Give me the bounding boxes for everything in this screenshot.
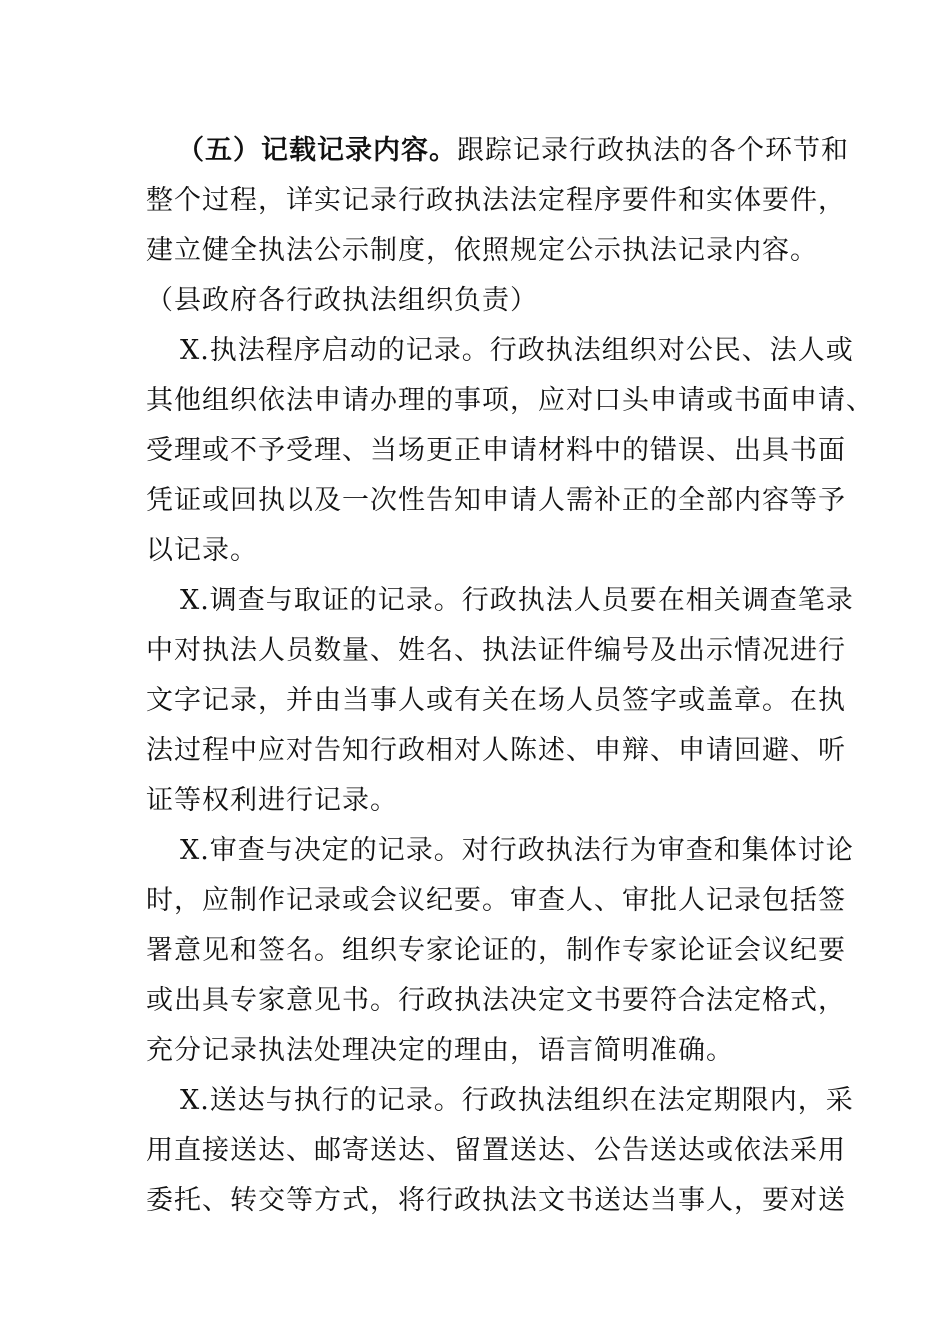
section-heading: （五）记载记录内容。 — [177, 135, 457, 166]
text-line: 充分记录执法处理决定的理由，语言简明准确。 — [146, 1035, 734, 1066]
text-line: 建立健全执法公示制度，依照规定公示执法记录内容。 — [146, 235, 818, 266]
item-start-line: X.送达与执行的记录。行政执法组织在法定期限内，采 — [180, 1085, 854, 1116]
text-line: 署意见和签名。组织专家论证的，制作专家论证会议纪要 — [146, 935, 846, 966]
text-line: 其他组织依法申请办理的事项，应对口头申请或书面申请、 — [146, 385, 874, 416]
item-start-line: X.调查与取证的记录。行政执法人员要在相关调查笔录 — [180, 585, 854, 616]
section-heading-text: 跟踪记录行政执法的各个环节和 — [457, 135, 849, 166]
paragraph-heading-line — [177, 131, 849, 171]
text-line: 证等权利进行记录。 — [146, 785, 398, 816]
text-line: 中对执法人员数量、姓名、执法证件编号及出示情况进行 — [146, 635, 846, 666]
text-line: 文字记录，并由当事人或有关在场人员签字或盖章。在执 — [146, 685, 846, 716]
text-line: 凭证或回执以及一次性告知申请人需补正的全部内容等予 — [146, 485, 846, 516]
responsibility-note: （县政府各行政执法组织负责） — [146, 285, 538, 316]
text-line: 或出具专家意见书。行政执法决定文书要符合法定格式， — [146, 985, 846, 1016]
text-line: 用直接送达、邮寄送达、留置送达、公告送达或依法采用 — [146, 1135, 846, 1166]
text-line: 整个过程，详实记录行政执法法定程序要件和实体要件， — [146, 185, 846, 216]
text-line: 法过程中应对告知行政相对人陈述、申辩、申请回避、听 — [146, 735, 846, 766]
text-line: 以记录。 — [146, 535, 258, 566]
item-start-line: X.审查与决定的记录。对行政执法行为审查和集体讨论 — [180, 835, 854, 866]
text-line: 受理或不予受理、当场更正申请材料中的错误、出具书面 — [146, 435, 846, 466]
item-start-line: X.执法程序启动的记录。行政执法组织对公民、法人或 — [180, 335, 854, 366]
text-line: 时，应制作记录或会议纪要。审查人、审批人记录包括签 — [146, 885, 846, 916]
text-line: 委托、转交等方式，将行政执法文书送达当事人，要对送 — [146, 1185, 846, 1216]
